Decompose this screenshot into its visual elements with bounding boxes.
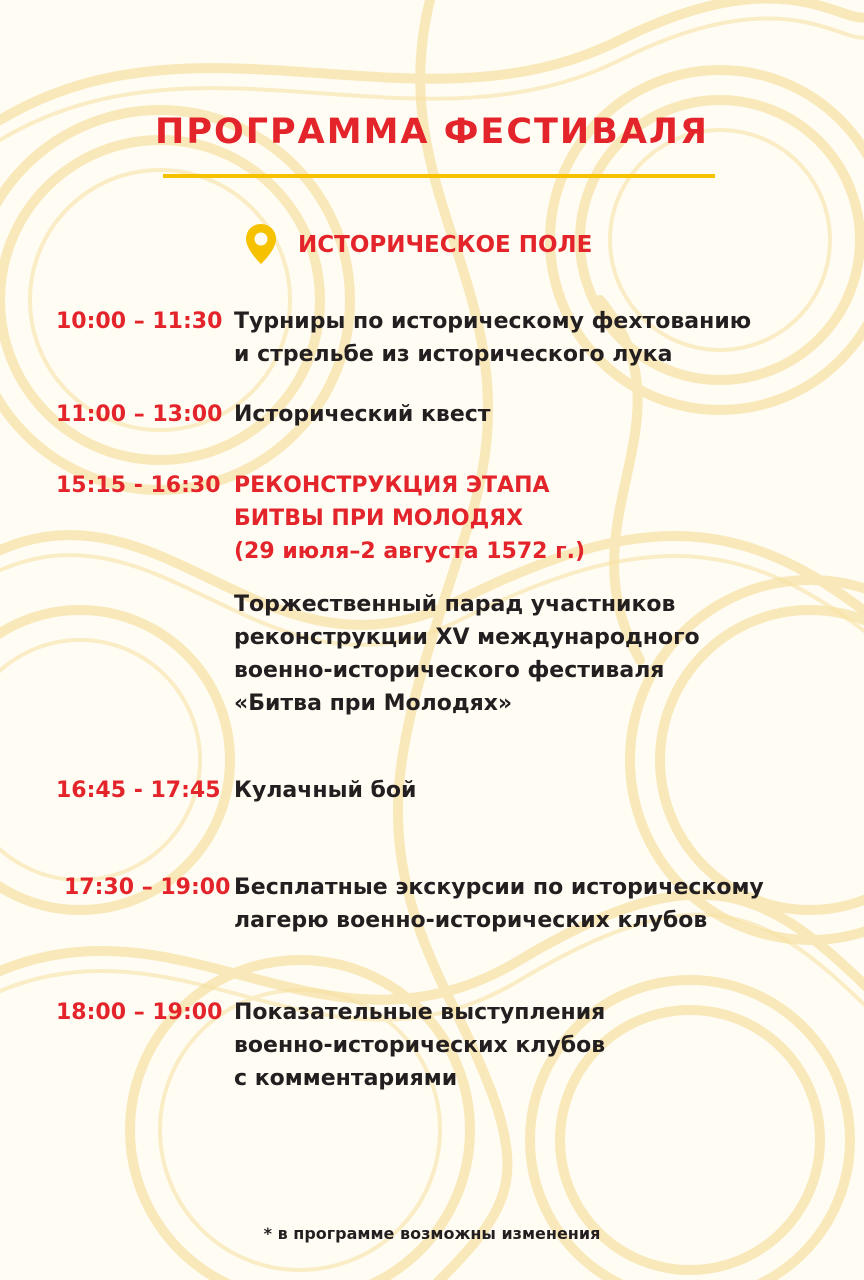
description-line: Бесплатные экскурсии по историческому: [234, 875, 764, 900]
schedule-time: 17:30 – 19:00: [64, 875, 231, 900]
schedule-time: 18:00 – 19:00: [56, 1000, 223, 1025]
footnote: * в программе возможны изменения: [263, 1224, 601, 1243]
schedule-time: 15:15 - 16:30: [56, 473, 221, 498]
description-line: лагерю военно-исторических клубов: [234, 908, 708, 933]
description-line: военно-исторических клубов: [234, 1033, 606, 1058]
schedule-time: 10:00 – 11:30: [56, 309, 223, 334]
description-line: Турниры по историческому фехтованию: [234, 309, 752, 334]
highlight-line: РЕКОНСТРУКЦИЯ ЭТАПА: [234, 473, 550, 498]
map-pin-icon: [244, 222, 278, 266]
schedule-time: 16:45 - 17:45: [56, 778, 221, 803]
highlight-line: (29 июля–2 августа 1572 г.): [234, 539, 586, 564]
schedule-highlight: [234, 469, 834, 568]
schedule-description: [234, 871, 834, 937]
schedule-time: 11:00 – 13:00: [56, 402, 223, 427]
schedule-description: [234, 588, 834, 720]
schedule-description: [234, 305, 834, 371]
description-line: «Битва при Молодях»: [234, 691, 513, 716]
title-underline: [163, 174, 715, 178]
highlight-line: БИТВЫ ПРИ МОЛОДЯХ: [234, 506, 524, 531]
description-line: военно-исторического фестиваля: [234, 658, 665, 683]
description-line: Показательные выступления: [234, 1000, 606, 1025]
schedule-description: [234, 774, 834, 807]
description-line: с комментариями: [234, 1066, 458, 1091]
location-label: ИСТОРИЧЕСКОЕ ПОЛЕ: [298, 232, 593, 258]
description-line: Исторический квест: [234, 402, 491, 427]
description-line: Кулачный бой: [234, 778, 417, 803]
description-line: реконструкции XV международного: [234, 625, 700, 650]
description-line: Торжественный парад участников: [234, 592, 676, 617]
page-title: ПРОГРАММА ФЕСТИВАЛЯ: [155, 112, 709, 152]
description-line: и стрельбе из исторического лука: [234, 342, 673, 367]
schedule-description: [234, 398, 834, 431]
schedule-description: [234, 996, 834, 1095]
